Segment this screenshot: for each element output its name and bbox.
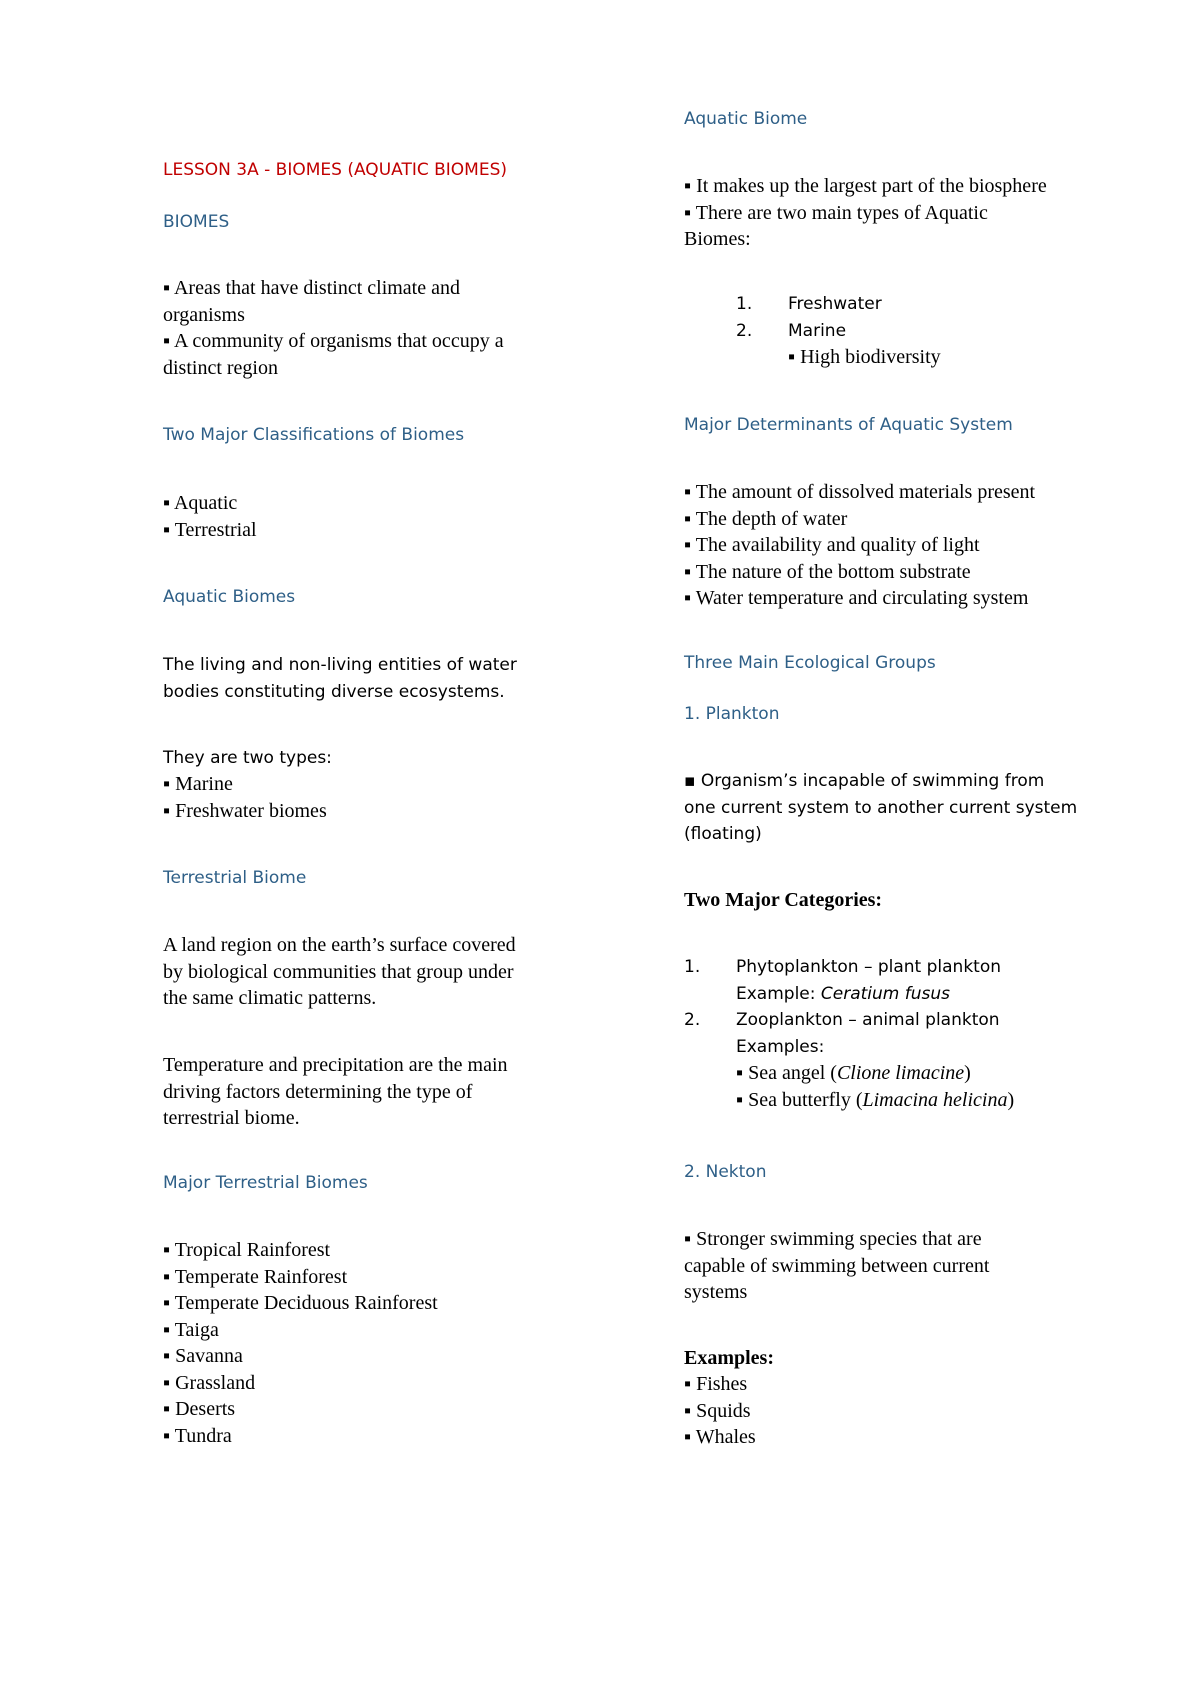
list-item: ▪ Water temperature and circulating system	[684, 587, 1029, 609]
list-item: Example: Ceratium fusus	[736, 983, 951, 1004]
terrestrial-biome-heading: Terrestrial Biome	[163, 868, 307, 888]
list-item: ▪ Freshwater biomes	[163, 799, 327, 822]
plankton-heading: 1. Plankton	[684, 704, 780, 724]
classifications-list	[163, 490, 583, 543]
list-item: ▪ Tundra	[163, 1424, 232, 1447]
nekton-definition: ▪ Stronger swimming species that are capable of swimming between current systems	[684, 1228, 990, 1303]
aquatic-biome-heading: Aquatic Biome	[684, 109, 808, 129]
list-item: ▪ The depth of water	[684, 507, 848, 530]
list-item: 1. Phytoplankton – plant plankton	[684, 957, 1002, 977]
list-item: Examples:	[736, 1036, 825, 1057]
determinants-list	[684, 479, 1124, 612]
nekton-heading: 2. Nekton	[684, 1162, 767, 1182]
two-major-classifications-heading: Two Major Classifications of Biomes	[163, 425, 465, 445]
ecological-groups-heading: Three Main Ecological Groups	[684, 653, 936, 673]
list-item: ▪ There are two main types of Aquatic	[684, 201, 988, 224]
list-item: ▪ Squids	[684, 1399, 751, 1422]
list-item: ▪ Taiga	[163, 1318, 219, 1341]
list-item: ▪ High biodiversity	[788, 346, 941, 368]
list-item: ▪ Aquatic	[163, 492, 238, 514]
list-item: ▪ Grassland	[163, 1371, 256, 1394]
list-item: ▪ Temperate Rainforest	[163, 1265, 348, 1288]
list-item: distinct region	[163, 356, 278, 379]
lesson-title: LESSON 3A - BIOMES (AQUATIC BIOMES)	[163, 160, 508, 180]
list-item: ▪ Sea butterfly (Limacina helicina)	[736, 1088, 1015, 1111]
list-item: ▪ Savanna	[163, 1345, 243, 1367]
biomes-heading: BIOMES	[163, 212, 230, 232]
list-item: 2. Marine	[736, 320, 847, 341]
aquatic-types-intro: They are two types:	[163, 748, 332, 768]
categories-list	[684, 954, 1124, 1113]
examples-list	[684, 1371, 1124, 1451]
biomes-list	[163, 275, 583, 381]
list-item: ▪ Sea angel (Clione limacine)	[736, 1062, 971, 1084]
aquatic-types-numbered	[684, 291, 1124, 371]
list-item: ▪ Fishes	[684, 1373, 748, 1395]
major-determinants-heading: Major Determinants of Aquatic System	[684, 415, 1013, 435]
list-item: ▪ Tropical Rainforest	[163, 1239, 331, 1261]
list-item: ▪ Terrestrial	[163, 518, 257, 541]
aquatic-biome-list	[684, 173, 1124, 253]
list-item: Biomes:	[684, 228, 751, 250]
terrestrial-factors: Temperature and precipitation are the main driving factors determining the type of terrestrial biome.	[163, 1054, 508, 1129]
major-terrestrial-biomes-heading: Major Terrestrial Biomes	[163, 1173, 368, 1193]
aquatic-biomes-heading: Aquatic Biomes	[163, 587, 296, 607]
list-item: ▪ The nature of the bottom substrate	[684, 560, 971, 583]
list-item: ▪ It makes up the largest part of the biosphere	[684, 175, 1047, 197]
list-item: ▪ The availability and quality of light	[684, 534, 980, 556]
list-item: ▪ Whales	[684, 1426, 756, 1448]
aquatic-definition: The living and non-living entities of water bodies constituting diverse ecosystems.	[163, 655, 517, 702]
list-item: ▪ The amount of dissolved materials present	[684, 481, 1036, 503]
list-item: organisms	[163, 303, 245, 326]
aquatic-types-list	[163, 771, 583, 824]
terrestrial-definition: A land region on the earth’s surface covered by biological communities that group under the same climatic patterns.	[163, 934, 516, 1009]
list-item: ▪ A community of organisms that occupy a	[163, 330, 504, 352]
plankton-definition: ▪ Organism’s incapable of swimming from one current system to another current system (floating)	[684, 771, 1078, 844]
terrestrial-biomes-list	[163, 1237, 583, 1449]
list-item: ▪ Deserts	[163, 1398, 236, 1420]
examples-heading: Examples:	[684, 1347, 774, 1369]
list-item: ▪ Temperate Deciduous Rainforest	[163, 1292, 438, 1314]
list-item: ▪ Marine	[163, 773, 233, 795]
list-item: 1. Freshwater	[736, 294, 882, 314]
list-item: 2. Zooplankton – animal plankton	[684, 1010, 1000, 1030]
two-major-categories-heading: Two Major Categories:	[684, 889, 883, 911]
list-item: ▪ Areas that have distinct climate and	[163, 277, 460, 299]
